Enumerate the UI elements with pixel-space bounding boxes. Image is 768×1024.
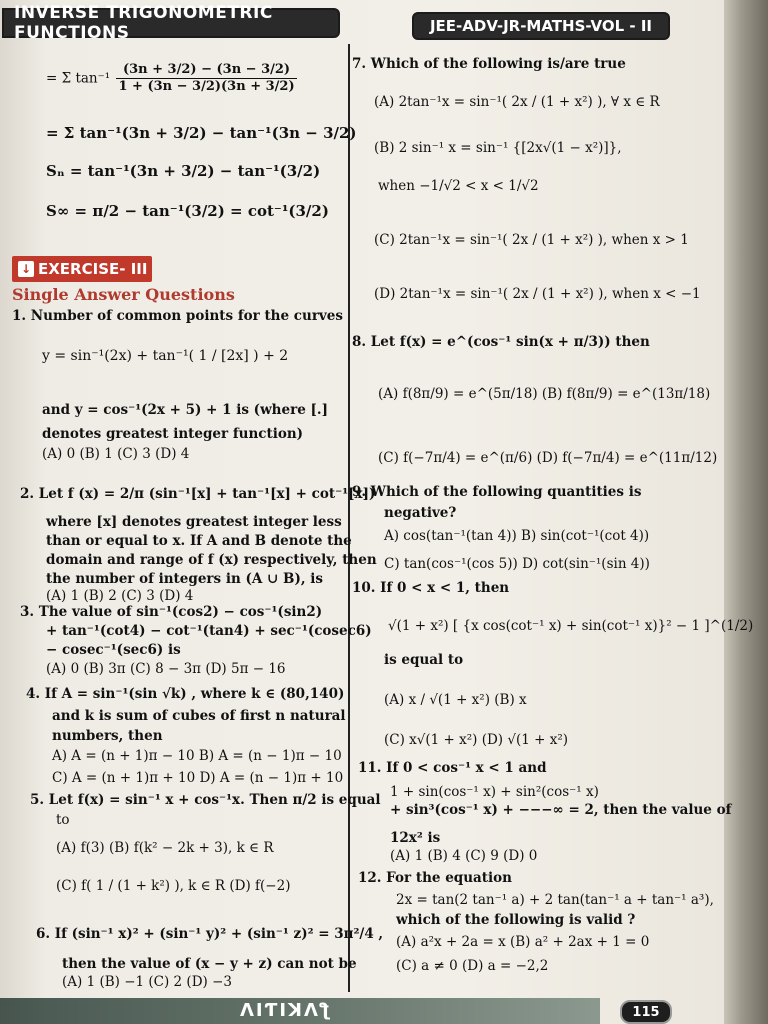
q12-line1: 12. For the equation — [358, 870, 512, 886]
q12-option-ab: (A) a²x + 2a = x (B) a² + 2ax + 1 = 0 — [396, 934, 650, 950]
q11-options: (A) 1 (B) 4 (C) 9 (D) 0 — [390, 848, 538, 864]
q5-line2: to — [56, 812, 70, 828]
q12-option-cd: (C) a ≠ 0 (D) a = −2,2 — [396, 958, 549, 974]
q1-equation: y = sin⁻¹(2x) + tan⁻¹( 1 / [2x] ) + 2 — [42, 348, 289, 364]
q9-line2: negative? — [384, 505, 457, 521]
q4-line3: numbers, then — [52, 728, 163, 744]
q2-options: (A) 1 (B) 2 (C) 3 (D) 4 — [46, 588, 194, 604]
section-title: Single Answer Questions — [12, 285, 235, 304]
q4-line2: and k is sum of cubes of first n natural — [52, 708, 346, 724]
q5-option-cd: (C) f( 1 / (1 + k²) ), k ∈ R (D) f(−2) — [56, 878, 291, 894]
volume-title: JEE-ADV-JR-MATHS-VOL - II — [412, 12, 670, 40]
q3-line2: + tan⁻¹(cot4) − cot⁻¹(tan4) + sec⁻¹(cosec6) — [46, 623, 372, 639]
q1-title: 1. Number of common points for the curves — [12, 308, 343, 324]
page-number: 115 — [620, 1000, 672, 1024]
q2-line5: the number of integers in (A ∪ B), is — [46, 571, 323, 587]
q8-option-cd: (C) f(−7π/4) = e^(π/6) (D) f(−7π/4) = e^(11π/12) — [378, 450, 718, 466]
q2-line1: 2. Let f (x) = 2/π (sin⁻¹[x] + tan⁻¹[x] + cot⁻¹[x]) — [20, 486, 376, 502]
q2-line2: where [x] denotes greatest integer less — [46, 514, 342, 530]
q11-line3: + sin³(cos⁻¹ x) + −−−∞ = 2, then the value of — [390, 802, 732, 818]
q6-line2: then the value of (x − y + z) can not be — [62, 956, 357, 972]
q2-line4: domain and range of f (x) respectively, then — [46, 552, 377, 568]
q3-options: (A) 0 (B) 3π (C) 8 − 3π (D) 5π − 16 — [46, 661, 286, 677]
q6-options: (A) 1 (B) −1 (C) 2 (D) −3 — [62, 974, 232, 990]
column-divider — [348, 44, 350, 992]
q11-line4: 12x² is — [390, 830, 441, 846]
q12-line3: which of the following is valid ? — [396, 912, 636, 928]
q1-line2: and y = cos⁻¹(2x + 5) + 1 is (where [.] — [42, 402, 328, 418]
q7-option-a: (A) 2tan⁻¹x = sin⁻¹( 2x / (1 + x²) ), ∀ x ∈ R — [374, 94, 660, 110]
q5-option-ab: (A) f(3) (B) f(k² − 2k + 3), k ∈ R — [56, 840, 274, 856]
arrow-down-icon: ↓ — [18, 261, 34, 277]
q11-line2: 1 + sin(cos⁻¹ x) + sin²(cos⁻¹ x) — [390, 784, 599, 800]
q10-expression: √(1 + x²) [ {x cos(cot⁻¹ x) + sin(cot⁻¹ x)}² − 1 ]^(1/2) — [388, 618, 754, 634]
q9-line1: 9. Which of the following quantities is — [352, 484, 642, 500]
q3-line1: 3. The value of sin⁻¹(cos2) − cos⁻¹(sin2) — [20, 604, 323, 620]
q9-option-cd: C) tan(cos⁻¹(cos 5)) D) cot(sin⁻¹(sin 4)) — [384, 556, 650, 572]
q8-title: 8. Let f(x) = e^(cos⁻¹ sin(x + π/3)) then — [352, 334, 650, 350]
q7-option-b-cond: when −1/√2 < x < 1/√2 — [378, 178, 539, 194]
q7-option-d: (D) 2tan⁻¹x = sin⁻¹( 2x / (1 + x²) ), when x < −1 — [374, 286, 701, 302]
q8-option-ab: (A) f(8π/9) = e^(5π/18) (B) f(8π/9) = e^(13π/18) — [378, 386, 711, 402]
q9-option-ab: A) cos(tan⁻¹(tan 4)) B) sin(cot⁻¹(cot 4)) — [384, 528, 650, 544]
q7-option-c: (C) 2tan⁻¹x = sin⁻¹( 2x / (1 + x²) ), when x > 1 — [374, 232, 689, 248]
q10-line3: is equal to — [384, 652, 464, 668]
q3-line3: − cosec⁻¹(sec6) is — [46, 642, 181, 658]
page-edge-shadow — [724, 0, 768, 1024]
footer-logo: ɅIƬIꓘΛƪ — [240, 1000, 332, 1021]
q12-equation: 2x = tan(2 tan⁻¹ a) + 2 tan(tan⁻¹ a + tan⁻¹ a³), — [396, 892, 714, 908]
chapter-title: INVERSE TRIGONOMETRIC FUNCTIONS — [2, 8, 340, 38]
q10-option-ab: (A) x / √(1 + x²) (B) x — [384, 692, 527, 708]
q4-option-ab: A) A = (n + 1)π − 10 B) A = (n − 1)π − 10 — [52, 748, 342, 764]
q1-line3: denotes greatest integer function) — [42, 426, 304, 442]
q10-option-cd: (C) x√(1 + x²) (D) √(1 + x²) — [384, 732, 568, 748]
solution-line-3: Sₙ = tan⁻¹(3n + 3/2) − tan⁻¹(3/2) — [46, 162, 321, 180]
q11-line1: 11. If 0 < cos⁻¹ x < 1 and — [358, 760, 547, 776]
exercise-banner: ↓ EXERCISE- III — [12, 256, 152, 282]
q7-option-b: (B) 2 sin⁻¹ x = sin⁻¹ {[2x√(1 − x²)]}, — [374, 140, 622, 156]
solution-line-2: = Σ tan⁻¹(3n + 3/2) − tan⁻¹(3n − 3/2) — [46, 124, 357, 142]
left-column — [0, 0, 384, 1000]
q2-line3: than or equal to x. If A and B denote the — [46, 533, 352, 549]
q1-options: (A) 0 (B) 1 (C) 3 (D) 4 — [42, 446, 190, 462]
q7-title: 7. Which of the following is/are true — [352, 56, 626, 72]
right-column — [352, 0, 754, 1000]
q10-line1: 10. If 0 < x < 1, then — [352, 580, 510, 596]
solution-line-1: = Σ tan⁻¹ $\frac{(3n + 3/2) - (3n - 3/2)}{1 + (3n - 3/2)(3n + 3/2)}$ — [46, 62, 295, 95]
q4-option-cd: C) A = (n + 1)π + 10 D) A = (n − 1)π + 10 — [52, 770, 344, 786]
q6-line1: 6. If (sin⁻¹ x)² + (sin⁻¹ y)² + (sin⁻¹ z)² = 3π²/4 , — [36, 926, 384, 942]
solution-line-4: S∞ = π/2 − tan⁻¹(3/2) = cot⁻¹(3/2) — [46, 202, 329, 220]
q4-line1: 4. If A = sin⁻¹(sin √k) , where k ∈ (80,140) — [26, 686, 345, 702]
q5-line1: 5. Let f(x) = sin⁻¹ x + cos⁻¹x. Then π/2 is equal — [30, 792, 381, 808]
